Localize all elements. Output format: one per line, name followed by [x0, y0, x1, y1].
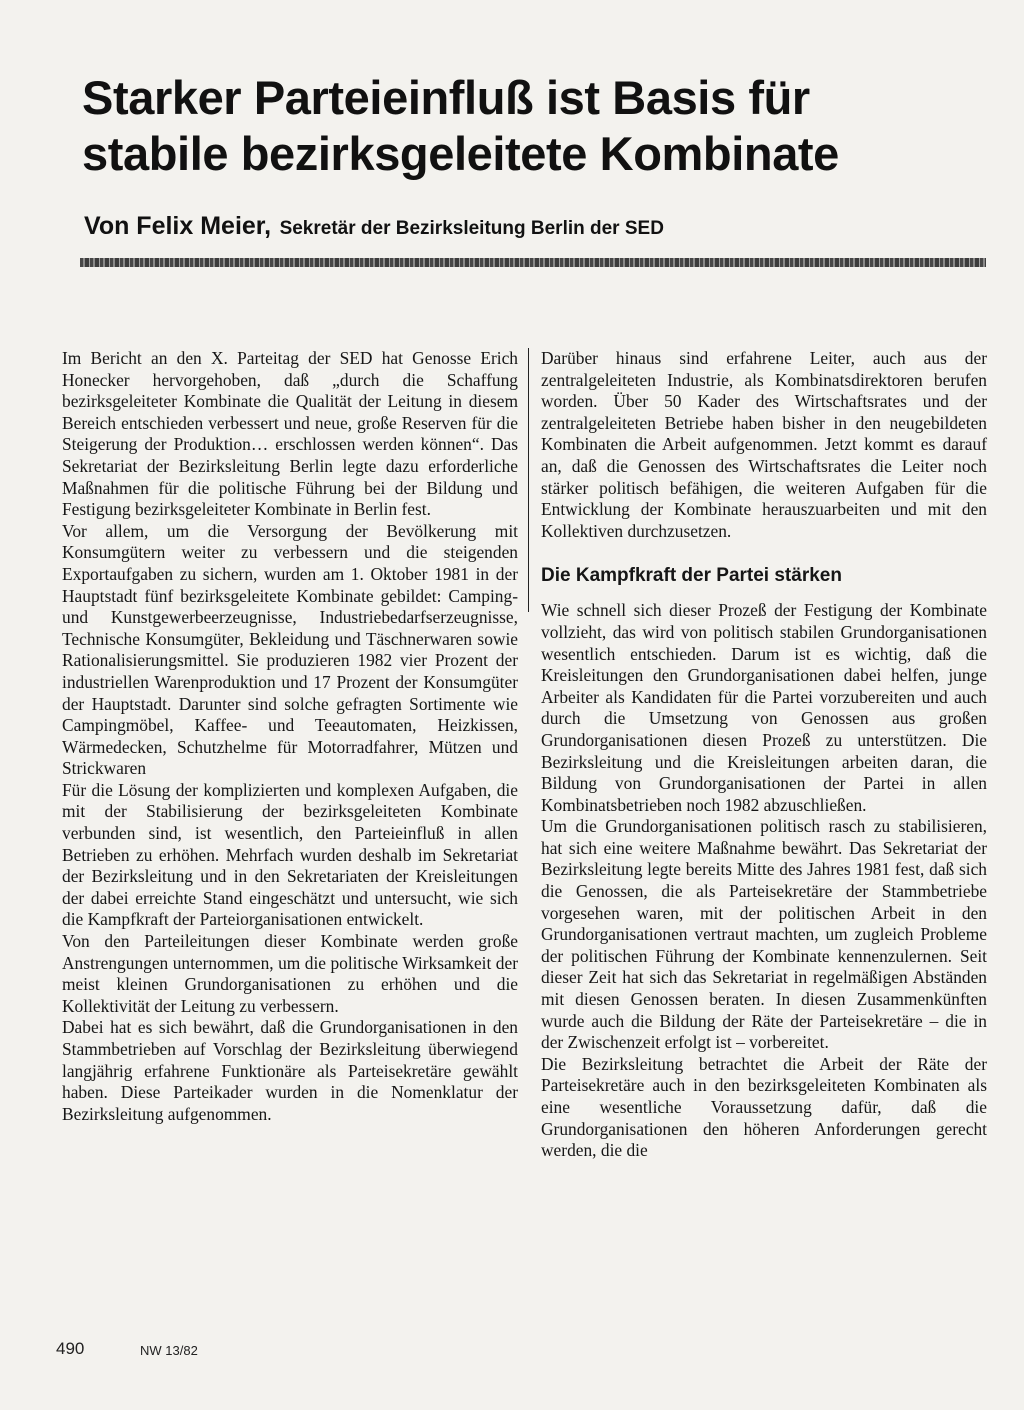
left-column	[62, 348, 518, 1125]
title-line-1: Starker Parteieinfluß ist Basis für	[82, 71, 810, 124]
right-column	[541, 348, 987, 1162]
issue-label: NW 13/82	[140, 1343, 198, 1358]
paragraph: Um die Grundorganisationen politisch rasch zu stabilisieren, hat sich eine weitere Maßnahme bewährt. Das Sekretariat der Bezirksleitung legte bereits Mitte des Jahres 1981 fest, daß sich die Genossen, die als Parteisekretäre der Stammbetriebe vorgesehen waren, mit der politischen Arbeit in den Grundorganisationen vertraut machten, um zugleich Probleme der politischen Führung der Kombinate kennenzulernen. Seit dieser Zeit hat sich das Sekretariat in regelmäßigen Abständen mit diesen Genossen beraten. In diesen Zusammenkünften wurde auch die Bildung der Räte der Parteisekretäre – die in der Zwischenzeit erfolgt ist – vorbereitet.	[541, 816, 987, 1053]
page-number: 490	[56, 1339, 85, 1358]
title-line-2: stabile bezirksgeleitete Kombinate	[82, 127, 839, 180]
paragraph: Darüber hinaus sind erfahrene Leiter, auch aus der zentralgeleiteten Industrie, als Kombinatsdirektoren berufen worden. Über 50 Kader des Wirtschaftsrates und der zentralgeleiteten Betriebe haben bisher in den neugebildeten Kombinaten die Arbeit aufgenommen. Jetzt kommt es darauf an, daß die Genossen des Wirtschaftsrates die Leiter noch stärker politisch befähigen, die weiteren Aufgaben für die Entwicklung der Kombinate herauszuarbeiten und mit den Kollektiven durchzusetzen.	[541, 348, 987, 541]
article-title	[82, 70, 982, 182]
paragraph: Die Bezirksleitung betrachtet die Arbeit der Räte der Parteisekretäre auch in den bezirksgeleiteten Kombinaten als eine wesentliche Voraussetzung dafür, daß die Grundorganisationen den höheren Anforderungen gerecht werden, die die	[541, 1053, 987, 1161]
author-role: Sekretär der Bezirksleitung Berlin der SED	[279, 218, 664, 239]
section-heading: Die Kampfkraft der Partei stärken	[541, 565, 842, 587]
paragraph: Im Bericht an den X. Parteitag der SED hat Genosse Erich Honecker hervorgehoben, daß „durch die Schaffung bezirksgeleiteter Kombinate die Qualität der Leitung in diesem Bereich entschieden verbessert und neue, große Reserven für die Steigerung der Produktion… erschlossen werden können“. Das Sekretariat der Bezirksleitung Berlin legte dazu erforderliche Maßnahmen für die politische Führung bei der Bildung und Festigung bezirksgeleiteter Kombinate in Berlin fest.	[62, 348, 518, 520]
paragraph: Wie schnell sich dieser Prozeß der Festigung der Kombinate vollzieht, das wird von politisch stabilen Grundorganisationen wesentlich entschieden. Darum ist es wichtig, daß die Kreisleitungen den Grundorganisationen dabei helfen, junge Arbeiter als Kandidaten für die Partei vorzubereiten und auch durch die Umsetzung von Genossen aus großen Grundorganisationen diesen Prozeß zu unterstützen. Die Bezirksleitung und die Kreisleitungen arbeiten daran, die Bildung von Grundorganisationen der Partei in allen Kombinatsbetrieben noch 1982 abzuschließen.	[541, 600, 987, 815]
author-name: Von Felix Meier,	[84, 212, 272, 240]
paragraph: Von den Parteileitungen dieser Kombinate werden große Anstrengungen unternommen, um die politische Wirksamkeit der meist kleinen Grundorganisationen zu erhöhen und die Kollektivität der Leitung zu verbessern.	[62, 931, 518, 1016]
paragraph: Dabei hat es sich bewährt, daß die Grundorganisationen in den Stammbetrieben auf Vorschlag der Bezirksleitung überwiegend langjährig erfahrene Funktionäre als Parteisekretäre gewählt haben. Diese Parteikader wurden in die Nomenklatur der Bezirksleitung aufgenommen.	[62, 1017, 518, 1124]
paragraph: Für die Lösung der komplizierten und komplexen Aufgaben, die mit der Stabilisierung der bezirksgeleiteten Kombinate verbunden sind, ist wesentlich, den Parteieinfluß in allen Betrieben zu erhöhen. Mehrfach wurden deshalb im Sekretariat der Bezirksleitung und in den Sekretariaten der Kreisleitungen der dabei erreichte Stand eingeschätzt und untersucht, wie sich die Kampfkraft der Parteiorganisationen entwickelt.	[62, 779, 518, 930]
byline	[84, 212, 984, 241]
title-rule	[80, 258, 986, 267]
paragraph: Vor allem, um die Versorgung der Bevölkerung mit Konsumgütern weiter zu verbessern und die steigenden Exportaufgaben zu sichern, wurden am 1. Oktober 1981 in der Hauptstadt fünf bezirksgeleitete Kombinate gebildet: Camping- und Kunstgewerbeerzeugnisse, Industriebedarfserzeugnisse, Technische Konsumgüter, Bekleidung und Täschnerwaren sowie Rationalisierungsmittel. Sie produzieren 1982 vier Prozent der industriellen Warenproduktion und 17 Prozent der Konsumgüter der Hauptstadt. Darunter sind solche gefragten Sortimente wie Campingmöbel, Kaffee- und Teeautomaten, Heizkissen, Wärmedecken, Schutzhelme für Motorradfahrer, Mützen und Strickwaren	[62, 520, 518, 779]
column-divider	[528, 348, 529, 612]
